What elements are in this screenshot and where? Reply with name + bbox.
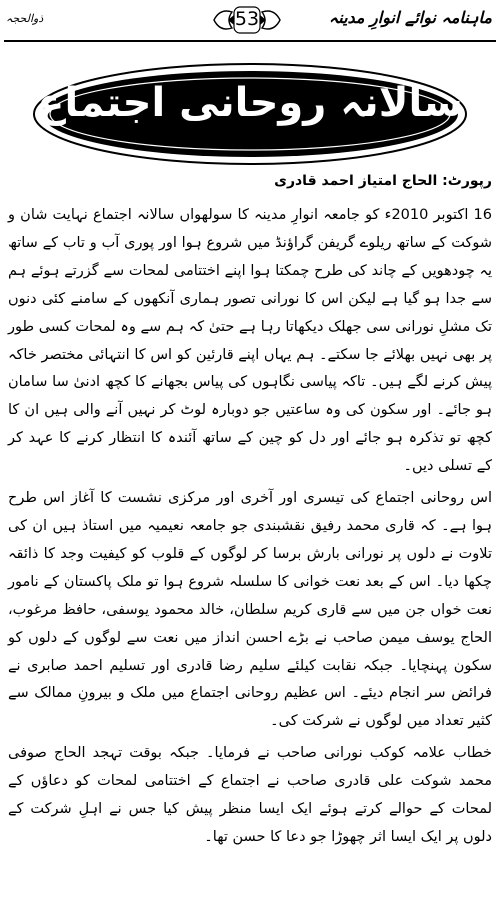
paragraph: 16 اکتوبر 2010ء کو جامعہ انوارِ مدینہ کا سولھواں سالانہ اجتماع نہایت شان و شوکت کے ساتھ ریلوے گریفن گراؤنڈ میں شروع ہوا اور پوری آب و تاب کے ساتھ یہ چودھویں کے چاند کی طرح چمکتا ہوا اپنے اختتامی لمحات سے گزرتے ہوئے ہم سے جدا ہو گیا ہے لیکن اس کا نورانی تصور ہماری آنکھوں کے سامنے کئی دنوں تک مشلِ نورانی سی جھلک دیکھاتا رہا ہے حتیٰ کہ ہم سے وہ لمحات کسی طور پر بھی نہیں بھلائے جا سکتے۔ ہم یہاں اپنے قارئین کو اس کا انتہائی مختصر خاکہ پیش کرنے لگے ہیں۔ تاکہ پیاسی نگاہوں کی پیاس بجھانے کا کچھ ادنیٰ سا سامان ہو جائے۔ اور سکون کی وہ ساعتیں جو دوبارہ لوٹ کر نہیں آنے والی ہیں ان کا کچھ تو تذکرہ ہو جائے اور دل کو چین کے ساتھ آئندہ کا انتظار کرنے کا عہد کر کے تسلی دیں۔ xyxy=(8,207,492,475)
article-body xyxy=(8,202,492,852)
article-title: سالانہ روحانی اجتماع xyxy=(37,80,463,126)
page-number: 53 xyxy=(234,8,260,30)
paragraph: خطاب علامہ کوکب نورانی صاحب نے فرمایا۔ جبکہ بوقت تہجد الحاج صوفی محمد شوکت علی قادری صاحب نے اجتماع کے اختتامی لمحات کو دعاؤں کے لمحات کے حوالے کرتے ہوئے ایک ایسا منظر پیش کیا جس نے اہلِ شرکت کے دلوں پر ایک ایسا اثر چھوڑا جو دعا کا حسن تھا۔ xyxy=(8,745,492,845)
paragraph: اس روحانی اجتماع کی تیسری اور آخری اور مرکزی نشست کا آغاز اس طرح ہوا ہے۔ کہ قاری محمد رفیق نقشبندی جو جامعہ نعیمیہ میں استاذ ہیں ان کی تلاوت نے دلوں پر نورانی بارش برسا کر لوگوں کے قلوب کو کیفیت وجد کا ذائقہ چکھا دیا۔ اس کے بعد نعت خوانی کا سلسلہ شروع ہوا تو ملک پاکستان کے نامور نعت خواں جن میں سے قاری کریم سلطان، خالد محمود یوسفی، حافظ مرغوب، الحاج یوسف میمن صاحب نے بڑے احسن انداز میں نعت سے لوگوں کے دلوں کو سکون پہنچایا۔ جبکہ نقابت کیلئے سلیم رضا قادری اور تسلیم احمد صابری نے فرائض سر انجام دیئے۔ اس عظیم روحانی اجتماع میں ملک و بیرونِ ممالک سے کثیر تعداد میں لوگوں نے شرکت کی۔ xyxy=(8,490,492,730)
page-number-ornament xyxy=(210,4,284,36)
magazine-name: ماہنامہ نوائے انوارِ مدینہ xyxy=(328,8,492,27)
byline: رپورٹ: الحاج امتیاز احمد قادری xyxy=(274,173,492,189)
hijri-month: ذوالحجہ xyxy=(6,12,44,25)
header-divider xyxy=(4,40,496,42)
title-banner xyxy=(32,62,468,166)
page-header xyxy=(0,0,500,44)
